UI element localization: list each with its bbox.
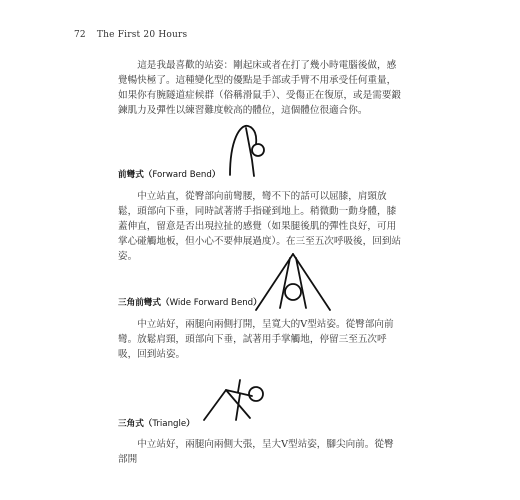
pose-title-wide-forward-bend: 三角前彎式（Wide Forward Bend） (118, 298, 262, 308)
pose-title-forward-bend: 前彎式（Forward Bend） (118, 170, 221, 180)
triangle-paragraph: 中立站好，兩腿向兩側大張，呈大V型站姿，腳尖向前。從臀部開 (118, 439, 394, 465)
forward-bend-paragraph: 中立站直，從臀部向前彎腰，彎不下的話可以屈膝，肩頸放鬆，頭部向下垂，同時試著將手指碰到地上。稍微動一動身體，膝蓋伸直，留意是否出現拉扯的感覺（如果腿後肌的彈性良好，可用掌心碰觸地板，但小心不要伸展過度）。在三至五次呼吸後，回到站姿。 (118, 191, 402, 262)
page-header (74, 30, 187, 40)
pose-title-triangle: 三角式（Triangle） (118, 419, 195, 429)
wide-forward-bend-paragraph: 中立站好，兩腿向兩側打開，呈寬大的V型站姿。從臀部向前彎。放鬆肩頸，頭部向下垂，試著用手掌觸地，停留三至五次呼吸，回到站姿。 (118, 319, 394, 360)
triangle-pose-figure (200, 378, 280, 428)
running-title: The First 20 Hours (96, 30, 188, 40)
intro-paragraph: 這是我最喜歡的站姿：剛起床或者在打了幾小時電腦後做，感覺暢快極了。這種變化型的優點是手部或手臂不用承受任何重量，如果你有腕隧道症候群（俗稱滑鼠手）、受傷正在復原，或是需要鍛鍊肌力及彈性以練習難度較高的體位，這個體位很適合你。 (118, 60, 402, 116)
page-number: 72 (74, 30, 86, 40)
